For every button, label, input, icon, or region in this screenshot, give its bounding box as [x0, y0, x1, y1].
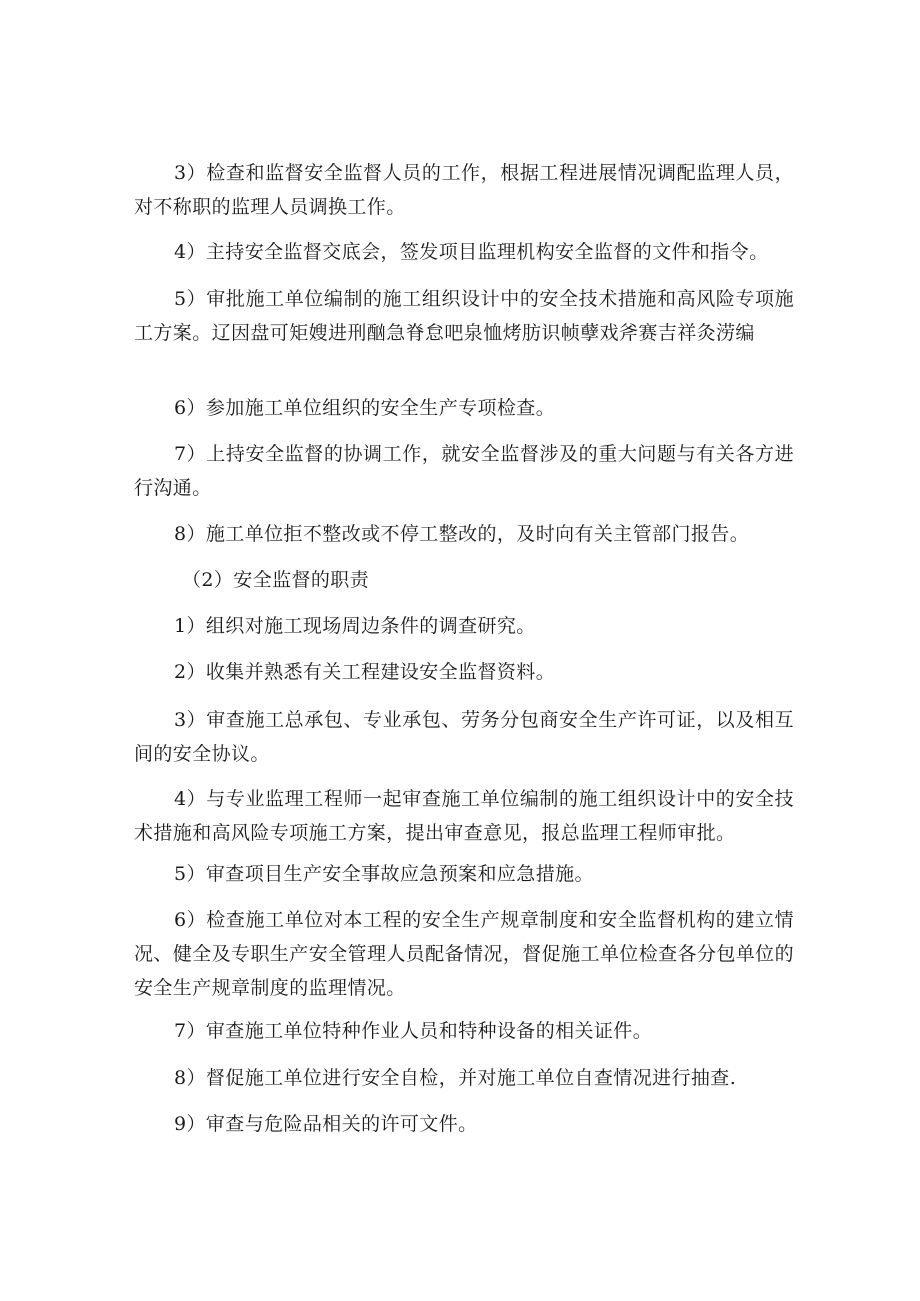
duty-item-6: 6）检查施工单位对本工程的安全生产规章制度和安全监督机构的建立情况、健全及专职生产安全管理人员配备情况，督促施工单位检查各分包单位的安全生产规章制度的监理情况。 — [134, 909, 794, 999]
duty-item-1: 1）组织对施工现场周边条件的调查研究。 — [174, 615, 536, 637]
paragraph-item-5: 5）审批施工单位编制的施工组织设计中的安全技术措施和高风险专项施工方案。辽因盘可矩嫂进刑酗急脊怠吧泉恤烤肪识帧孽戏斧赛吉祥灸涝编 — [134, 288, 794, 344]
duty-item-8: 8）督促施工单位进行安全自检，并对施工单位自查情况进行抽查. — [174, 1067, 737, 1089]
paragraph-item-4: 4）主持安全监督交底会，签发项目监理机构安全监督的文件和指令。 — [174, 241, 769, 263]
paragraph-item-7: 7）上持安全监督的协调工作，就安全监督涉及的重大问题与有关各方进行沟通。 — [134, 443, 794, 499]
duty-item-5: 5）审查项目生产安全事故应急预案和应急措施。 — [174, 863, 594, 885]
duty-item-4: 4）与专业监理工程师一起审查施工单位编制的施工组织设计中的安全技术措施和高风险专项施工方案，提出审查意见，报总监理工程师审批。 — [134, 788, 794, 844]
section-heading: （2）安全监督的职责 — [182, 569, 370, 591]
duty-item-3: 3）审查施工总承包、专业承包、劳务分包商安全生产许可证，以及相互间的安全协议。 — [134, 709, 794, 765]
duty-item-7: 7）审查施工单位特种作业人员和特种设备的相关证件。 — [174, 1020, 653, 1042]
paragraph-item-8: 8）施工单位拒不整改或不停工整改的，及时向有关主管部门报告。 — [174, 523, 750, 545]
duty-item-9: 9）审查与危险品相关的许可文件。 — [174, 1113, 478, 1135]
paragraph-item-3: 3）检查和监督安全监督人员的工作，根据工程进展情况调配监理人员，对不称职的监理人员调换工作。 — [134, 162, 794, 218]
duty-item-2: 2）收集并熟悉有关工程建设安全监督资料。 — [174, 661, 556, 683]
paragraph-item-6: 6）参加施工单位组织的安全生产专项检查。 — [174, 397, 556, 419]
